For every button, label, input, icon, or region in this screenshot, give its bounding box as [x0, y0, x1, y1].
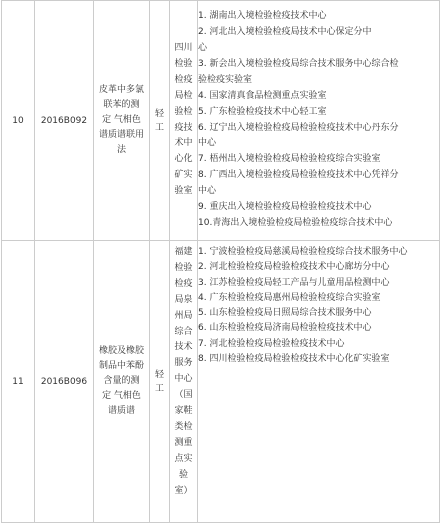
list-item: 4. 国家清真食品检测重点实验室	[198, 90, 327, 101]
list-item: 4. 广东检验检疫局惠州局检验检疫综合实验室	[198, 292, 381, 303]
lead-organization-text: 福建 检验 检疫 局泉 州局 综合 技术 服务 中心 （国 家鞋 类检 测重 点实 验 室）	[174, 247, 193, 496]
participating-labs	[198, 241, 440, 523]
list-item: 9. 重庆出入境检验检疫局检验检疫技术中心	[198, 202, 372, 213]
standards-table	[1, 0, 440, 523]
list-item: 7. 梧州出入境检验检疫局检验检疫综合实验室	[198, 154, 381, 165]
standard-code: 2016B096	[35, 241, 94, 523]
list-item: 8. 四川检验检疫局检验检疫技术中心化矿实验室	[198, 354, 390, 365]
list-item: 验检疫实验室	[198, 74, 253, 85]
list-item: 7. 河北检验检疫局检验检疫技术中心	[198, 338, 345, 349]
list-item: 10.青海出入境检验检疫局检验检疫综合技术中心	[198, 217, 393, 228]
department-text: 轻 工	[154, 369, 164, 394]
list-item: 3. 新会出入境检验检疫局综合技术服务中心综合检	[198, 58, 399, 69]
list-item: 中心	[198, 186, 217, 197]
department	[150, 1, 170, 241]
row-number: 11	[2, 241, 35, 523]
list-item: 2. 河北检验检疫局检验检疫技术中心廊坊分中心	[198, 262, 390, 273]
list-item: 6. 山东检验检疫局济南局检验检疫技术中心	[198, 323, 372, 334]
table-row	[2, 1, 440, 241]
lead-organization-text: 四川 检验 检疫 局检 验检 疫技 术中 心化 矿实 验室	[174, 42, 193, 197]
row-number: 10	[2, 1, 35, 241]
list-item: 1. 湖南出入境检验检疫技术中心	[198, 11, 327, 22]
list-item: 5. 山东检验检疫局日照局综合技术服务中心	[198, 308, 372, 319]
list-item: 1. 宁波检验检疫局慈溪局检验检疫综合技术服务中心	[198, 247, 408, 257]
standard-name	[94, 1, 150, 241]
list-item: 5. 广东检验检疫技术中心轻工室	[198, 106, 327, 117]
standard-name-text: 橡胶及橡胶 制品中苯酚 含量的测 定 气相色 谱质谱	[98, 346, 144, 416]
standard-code: 2016B092	[35, 1, 94, 241]
list-item: 心	[198, 42, 208, 53]
lead-organization	[170, 1, 198, 241]
list-item: 6. 辽宁出入境检验检疫局检验检疫技术中心丹东分	[198, 122, 399, 133]
list-item: 2. 河北出入境检验检疫局技术中心保定分中	[198, 27, 372, 38]
list-item: 8. 广西出入境检验检疫局检验检疫技术中心凭祥分	[198, 170, 399, 181]
standard-name	[94, 241, 150, 523]
standard-name-text: 皮革中多氯 联苯的测 定 气相色 谱质谱联用 法	[98, 85, 144, 155]
list-item: 中心	[198, 138, 217, 149]
list-item: 3. 江苏检验检疫局轻工产品与儿童用品检测中心	[198, 277, 390, 288]
lead-organization	[170, 241, 198, 523]
table-row	[2, 241, 440, 523]
department-text: 轻 工	[154, 108, 164, 133]
department	[150, 241, 170, 523]
participating-labs	[198, 1, 440, 241]
